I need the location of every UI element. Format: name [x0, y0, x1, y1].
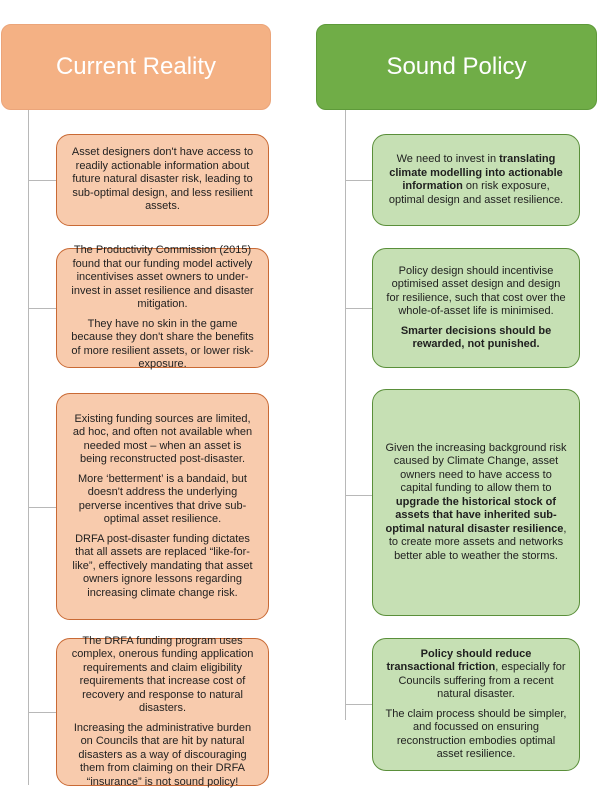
right-connector-branch-2: [345, 308, 373, 309]
current-reality-header: [1, 24, 271, 110]
reality-box-funding-model: [56, 244, 269, 371]
text-run: , especially for Councils suffering from a recent natural disaster.: [398, 661, 566, 700]
policy-box-incentivise-design: [372, 248, 580, 368]
text-run: The Productivity Commission (2015) found that our funding model actively incentivises asset owners to under-invest in asset resilience and disaster mitigation.: [71, 244, 254, 311]
left-connector-trunk: [28, 110, 29, 785]
text-run: Given the increasing background risk caused by Climate Change, asset owners need to have access to capital funding to allow them to: [385, 441, 567, 495]
box-paragraph: [69, 244, 256, 312]
bold-text: translating climate modelling into actionable information: [389, 153, 563, 192]
box-paragraph: [69, 635, 256, 716]
text-run: Asset designers don't have access to readily actionable information about future natural disaster risk, leading to sub-optimal design, and less resilient assets.: [71, 146, 254, 213]
box-paragraph: [385, 442, 567, 564]
box-paragraph: [69, 318, 256, 372]
text-run: Existing funding sources are limited, ad hoc, and often not available when needed most – when an asset is being reconstructed post-disaster.: [72, 412, 253, 466]
right-connector-branch-4: [345, 704, 373, 705]
current-reality-title: Current Reality: [55, 53, 217, 80]
bold-text: Smarter decisions should be rewarded, not punished.: [400, 324, 552, 350]
policy-box-capital-funding: [372, 389, 580, 616]
reality-box-drfa-program: [56, 634, 269, 788]
sound-policy-title: Sound Policy: [386, 53, 527, 80]
text-run: DRFA post-disaster funding dictates that all assets are replaced “like-for-like”, effectively mandating that asset owners ignore lessons regarding increasing climate change risk.: [72, 532, 253, 599]
text-run: The DRFA funding program uses complex, onerous funding application requirements and claim eligibility requirements that increase cost of recovery and response to natural disasters.: [71, 634, 254, 715]
sound-policy-header: [316, 24, 597, 110]
text-run: Increasing the administrative burden on Councils that are hit by natural disasters as a way of discouraging them from claiming on their DRFA “insurance” is not sound policy!: [73, 721, 252, 788]
box-paragraph: [385, 265, 567, 319]
left-connector-branch-4: [28, 712, 56, 713]
right-connector-branch-1: [345, 180, 373, 181]
bold-text: Policy should reduce transactional friction: [386, 647, 532, 673]
text-run: We need to invest in: [396, 153, 500, 165]
box-paragraph: [69, 413, 256, 467]
left-connector-branch-3: [28, 507, 56, 508]
box-paragraph: [385, 708, 567, 762]
reality-box-funding-sources: [56, 393, 269, 620]
text-run: , to create more assets and networks better able to weather the storms.: [388, 522, 567, 562]
box-paragraph: [69, 473, 256, 527]
text-run: They have no skin in the game because they don't share the benefits of more resilient assets, or lower risk-exposure.: [71, 317, 254, 371]
right-connector-trunk: [345, 110, 346, 720]
box-paragraph: [385, 648, 567, 702]
text-run: Policy design should incentivise optimised asset design and design for resilience, such that cost over the whole-of-asset life is minimised.: [386, 264, 566, 317]
policy-box-climate-modelling: [372, 134, 580, 226]
box-paragraph: [69, 722, 256, 790]
bold-text: upgrade the historical stock of assets that have inherited sub-optimal natural disaster resilience: [385, 495, 564, 535]
text-run: The claim process should be simpler, and focussed on ensuring reconstruction embodies optimal asset resilience.: [385, 707, 567, 760]
box-paragraph: [385, 325, 567, 352]
left-connector-branch-2: [28, 308, 56, 309]
text-run: More ‘betterment’ is a bandaid, but doesn't address the underlying perverse incentives that drive sub-optimal asset resilience.: [78, 472, 247, 526]
reality-box-design-information: [56, 134, 269, 226]
policy-box-transactional-friction: [372, 638, 580, 771]
box-paragraph: [69, 533, 256, 601]
right-connector-branch-3: [345, 495, 373, 496]
box-paragraph: [69, 146, 256, 214]
text-run: on risk exposure, optimal design and asset resilience.: [388, 180, 564, 206]
box-paragraph: [385, 153, 567, 207]
left-connector-branch-1: [28, 180, 56, 181]
